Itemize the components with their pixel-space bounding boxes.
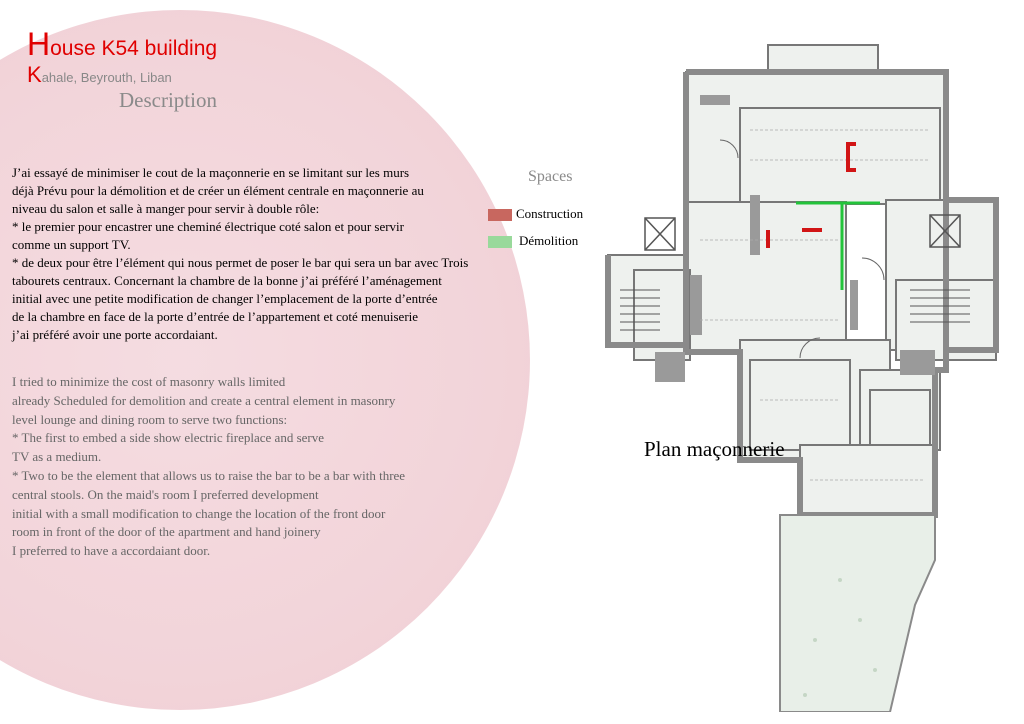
legend-title: Spaces (528, 168, 573, 185)
construction-swatch (488, 209, 512, 221)
project-title (27, 26, 217, 63)
description-line: already Scheduled for demolition and create a central element in masonry (12, 392, 396, 408)
description-line: déjà Prévu pour la démolition et de créer un élément centrale en maçonnerie au (12, 183, 424, 198)
description-line: j’ai préféré avoir une porte accordaiant. (12, 327, 218, 342)
construction-label: Construction (516, 206, 584, 221)
description-line: initial avec une petite modification de changer l’emplacement de la porte d’entrée (12, 291, 438, 306)
description-line: * The first to embed a side show electric fireplace and serve (12, 430, 324, 446)
description-line: comme un support TV. (12, 237, 131, 252)
description-english (12, 373, 472, 561)
description-line: room in front of the door of the apartment and hand joinery (12, 524, 321, 540)
description-line: * le premier pour encastrer une cheminé électrique coté salon et pour servir (12, 219, 404, 234)
description-line: * Two to be the element that allows us to raise the bar to be a bar with three (12, 467, 406, 483)
description-line: J’ai essayé de minimiser le cout de la maçonnerie en se limitant sur les murs (12, 165, 410, 180)
project-title-initial: H (27, 26, 51, 62)
project-location (27, 62, 172, 88)
description-line: TV as a medium. (12, 449, 102, 465)
description-line: * de deux pour être l’élément qui nous permet de poser le bar qui sera un bar avec Trois (12, 255, 469, 270)
description-line: tabourets centraux. Concernant la chambre de la bonne j’ai préféré l’aménagement (12, 273, 442, 288)
section-title: Description (119, 88, 217, 112)
description-french (12, 164, 512, 344)
project-location-initial: K (27, 62, 42, 87)
plan-label: Plan maçonnerie (644, 437, 785, 461)
description-line: level lounge and dining room to serve two functions: (12, 411, 288, 427)
legend-construction (488, 206, 583, 222)
floor-plan-drawing (600, 40, 1020, 712)
description-line: de la chambre en face de la porte d’entrée de l’appartement et coté menuiserie (12, 309, 419, 324)
description-line: central stools. On the maid's room I preferred development (12, 486, 319, 502)
description-line: initial with a small modification to change the location of the front door (12, 505, 386, 521)
background-circle (0, 10, 530, 710)
demolition-swatch (488, 236, 512, 248)
description-line: niveau du salon et salle à manger pour servir à double rôle: (12, 201, 320, 216)
project-title-rest: ouse K54 building (50, 37, 218, 60)
demolition-label: Démolition (519, 233, 579, 248)
description-line: I preferred to have a accordaiant door. (12, 543, 211, 559)
project-location-rest: ahale, Beyrouth, Liban (41, 70, 172, 85)
legend-demolition (488, 233, 578, 249)
description-line: I tried to minimize the cost of masonry walls limited (12, 374, 286, 389)
